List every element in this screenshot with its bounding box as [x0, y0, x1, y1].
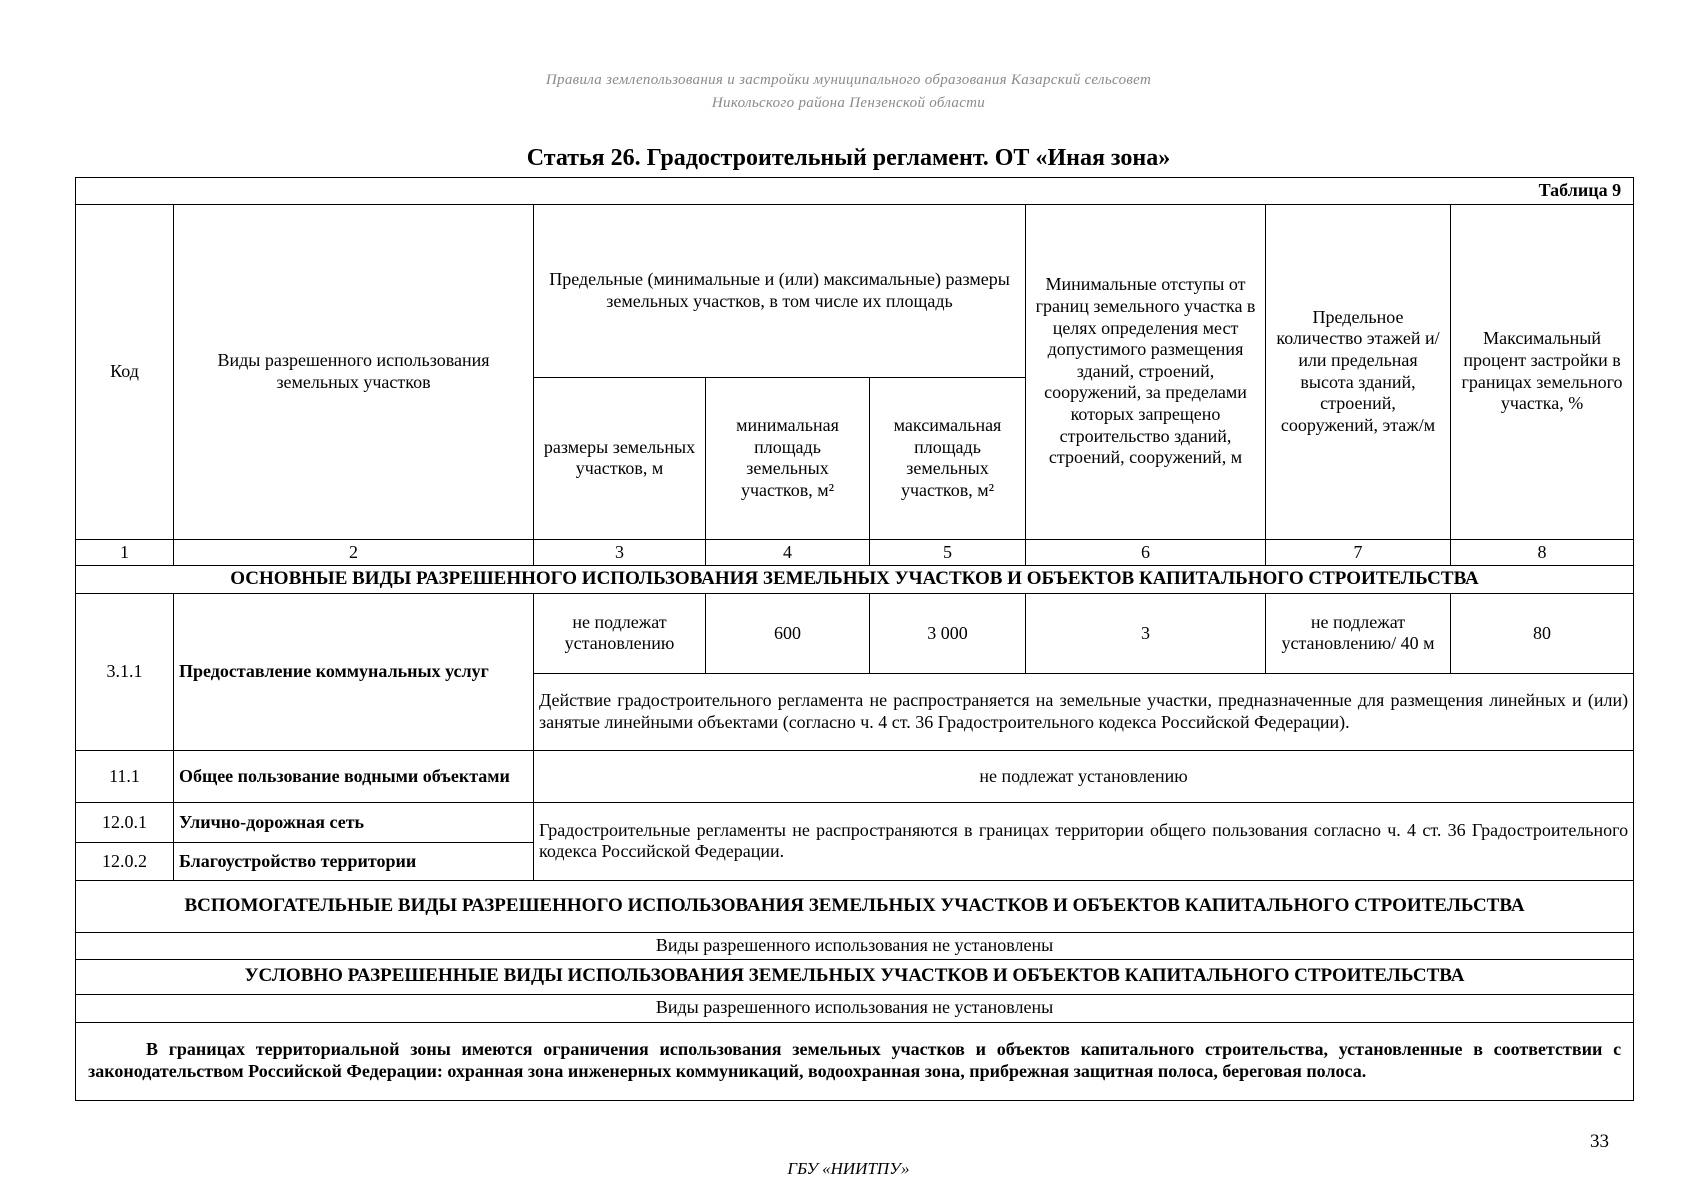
row-note: Действие градостроительного регламента не распространяется на земельные участки, предназначенные для размещения линейных и (или) занятые линейными объектами (согласно ч. 4 ст. 36 Градостроительного кодекса Российской Федерации).: [534, 673, 1634, 750]
table-row: [76, 750, 1634, 802]
header-code: Код: [76, 204, 174, 539]
shared-note: Градостроительные регламенты не распространяются в границах территории общего пользования согласно ч. 4 ст. 36 Градостроительного кодекса Российской Федерации.: [534, 802, 1634, 880]
section-auxiliary-heading: ВСПОМОГАТЕЛЬНЫЕ ВИДЫ РАЗРЕШЕННОГО ИСПОЛЬЗОВАНИЯ ЗЕМЕЛЬНЫХ УЧАСТКОВ И ОБЪЕКТОВ КАПИТАЛЬНОГО СТРОИТЕЛЬСТВА: [76, 880, 1634, 932]
article-title: Статья 26. Градостроительный регламент. ОТ «Иная зона»: [526, 145, 1171, 171]
col-number: 2: [174, 539, 534, 566]
header-sizes: размеры земельных участков, м: [534, 377, 706, 539]
zone-restrictions-note: В границах территориальной зоны имеются ограничения использования земельных участков и объектов капитального строительства, установленные в соответствии с законодательством Российской Федерации: охранная зона инженерных коммуникаций, водоохранная зона, прибрежная защитная полоса, береговая полоса.: [76, 1022, 1634, 1100]
section-auxiliary-note: Виды разрешенного использования не установлены: [76, 932, 1634, 959]
row-note: не подлежат установлению: [534, 750, 1634, 802]
header-max-area: максимальная площадь земельных участков, м²: [870, 377, 1026, 539]
header-limits: Предельные (минимальные и (или) максимальные) размеры земельных участков, в том числе их площадь: [534, 204, 1026, 377]
row-code: 12.0.2: [76, 842, 174, 880]
column-number-row: [76, 539, 1634, 566]
section-conditional-note: Виды разрешенного использования не установлены: [76, 994, 1634, 1022]
header-setbacks: Минимальные отступы от границ земельного участка в целях определения мест допустимого размещения зданий, строений, сооружений, за пределами которых запрещено строительство зданий, строений, сооружений, м: [1026, 204, 1266, 539]
organization-footer: ГБУ «НИИТПУ»: [787, 1159, 910, 1178]
page-number: 33: [1590, 1131, 1609, 1152]
row-floors: не подлежат установлению/ 40 м: [1266, 593, 1451, 673]
section-conditional-heading: УСЛОВНО РАЗРЕШЕННЫЕ ВИДЫ ИСПОЛЬЗОВАНИЯ ЗЕМЕЛЬНЫХ УЧАСТКОВ И ОБЪЕКТОВ КАПИТАЛЬНОГО СТРОИТЕЛЬСТВА: [76, 959, 1634, 994]
row-code: 12.0.1: [76, 802, 174, 842]
table-row: [76, 802, 1634, 842]
row-use-name: Благоустройство территории: [174, 842, 534, 880]
col-number: 4: [706, 539, 870, 566]
header-floors: Предельное количество этажей и/или предельная высота зданий, строений, сооружений, этаж/м: [1266, 204, 1451, 539]
row-use-name: Предоставление коммунальных услуг: [174, 593, 534, 750]
col-number: 7: [1266, 539, 1451, 566]
row-use-name: Улично-дорожная сеть: [174, 802, 534, 842]
section-main-heading: ОСНОВНЫЕ ВИДЫ РАЗРЕШЕННОГО ИСПОЛЬЗОВАНИЯ ЗЕМЕЛЬНЫХ УЧАСТКОВ И ОБЪЕКТОВ КАПИТАЛЬНОГО СТРОИТЕЛЬСТВА: [76, 566, 1634, 594]
col-number: 3: [534, 539, 706, 566]
row-sizes: не подлежат установлению: [534, 593, 706, 673]
header-min-area: минимальная площадь земельных участков, м²: [706, 377, 870, 539]
col-number: 8: [1451, 539, 1634, 566]
row-coverage: 80: [1451, 593, 1634, 673]
col-number: 5: [870, 539, 1026, 566]
row-use-name: Общее пользование водными объектами: [174, 750, 534, 802]
row-setback: 3: [1026, 593, 1266, 673]
row-code: 11.1: [76, 750, 174, 802]
row-min-area: 600: [706, 593, 870, 673]
header-coverage: Максимальный процент застройки в границах земельного участка, %: [1451, 204, 1634, 539]
running-header-line-1: Правила землепользования и застройки муниципального образования Казарский сельсовет: [545, 72, 1152, 88]
table-row: [76, 593, 1634, 673]
table-number: Таблица 9: [76, 178, 1634, 205]
running-header-line-2: Никольского района Пензенской области: [711, 95, 986, 111]
row-max-area: 3 000: [870, 593, 1026, 673]
regulation-table: [75, 177, 1634, 1101]
col-number: 1: [76, 539, 174, 566]
col-number: 6: [1026, 539, 1266, 566]
row-code: 3.1.1: [76, 593, 174, 750]
header-use: Виды разрешенного использования земельных участков: [174, 204, 534, 539]
